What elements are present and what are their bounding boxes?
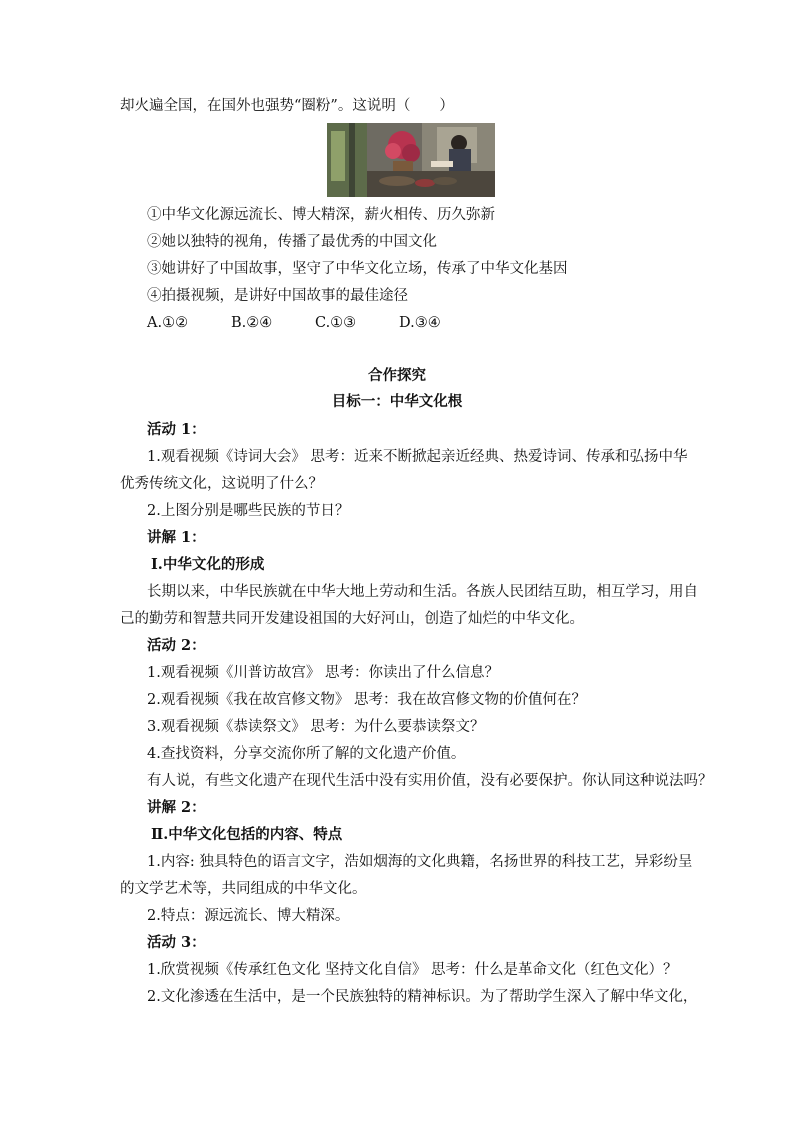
lecture-1-heading: 讲解 1： (147, 529, 206, 546)
option-4: ④拍摄视频，是讲好中国故事的最佳途径 (147, 288, 408, 304)
video-still-photo (327, 123, 495, 197)
option-2: ②她以独特的视角，传播了最优秀的中国文化 (147, 234, 437, 250)
lecture-2-content: 1.内容: 独具特色的语言文字，浩如烟海的文化典籍，名扬世界的科技工艺，异彩纷呈 (147, 854, 693, 870)
activity-3-heading: 活动 3： (147, 934, 206, 951)
photo-illustration (327, 123, 495, 197)
lecture-1-subheading: Ⅰ.中华文化的形成 (151, 556, 265, 573)
lecture-2-subheading: Ⅱ.中华文化包括的内容、特点 (151, 826, 343, 843)
activity-2-item-1: 1.观看视频《川普访故宫》 思考：你读出了什么信息？ (147, 665, 499, 681)
activity-3-item-2: 2.文化渗透在生活中，是一个民族独特的精神标识。为了帮助学生深入了解中华文化， (147, 989, 698, 1005)
option-1: ①中华文化源远流长、博大精深，薪火相传、历久弥新 (147, 207, 495, 223)
choice-c: C.①③ (315, 315, 357, 331)
activity-2-item-4: 4.查找资料，分享交流你所了解的文化遗产价值。 (147, 746, 466, 762)
activity-1-item-1: 1.观看视频《诗词大会》 思考：近来不断掀起亲近经典、热爱诗词、传承和弘扬中华 (147, 449, 688, 465)
answer-choices (147, 313, 441, 333)
lecture-2-feature: 2.特点：源远流长、博大精深。 (147, 908, 350, 924)
section-title: 合作探究 (368, 367, 426, 384)
activity-2-item-2: 2.观看视频《我在故宫修文物》 思考：我在故宫修文物的价值何在？ (147, 692, 586, 708)
lecture-2-content-cont: 的文学艺术等，共同组成的中华文化。 (120, 881, 367, 897)
choice-b: B.②④ (231, 315, 273, 331)
activity-2-item-3: 3.观看视频《恭读祭文》 思考：为什么要恭读祭文？ (147, 719, 485, 735)
activity-1-item-2: 2.上图分别是哪些民族的节日？ (147, 503, 350, 519)
choice-d: D.③④ (399, 315, 441, 331)
question-stem: 却火遍全国，在国外也强势“圈粉”。这说明（ ） (120, 98, 454, 114)
activity-2-note: 有人说，有些文化遗产在现代生活中没有实用价值，没有必要保护。你认同这种说法吗？ (147, 773, 713, 789)
activity-1-heading: 活动 1： (147, 421, 206, 438)
lecture-2-heading: 讲解 2： (147, 799, 206, 816)
activity-1-item-1-cont: 优秀传统文化，这说明了什么？ (120, 476, 323, 492)
lecture-1-paragraph: 长期以来，中华民族就在中华大地上劳动和生活。各族人民团结互助，相互学习，用自 (147, 584, 698, 600)
activity-2-heading: 活动 2： (147, 637, 206, 654)
goal-title: 目标一：中华文化根 (331, 393, 463, 410)
choice-a: A.①② (147, 315, 189, 331)
activity-3-item-1: 1.欣赏视频《传承红色文化 坚持文化自信》 思考：什么是革命文化（红色文化）？ (147, 962, 678, 978)
option-3: ③她讲好了中国故事，坚守了中华文化立场，传承了中华文化基因 (147, 261, 568, 277)
lecture-1-paragraph-cont: 己的勤劳和智慧共同开发建设祖国的大好河山，创造了灿烂的中华文化。 (120, 611, 584, 627)
